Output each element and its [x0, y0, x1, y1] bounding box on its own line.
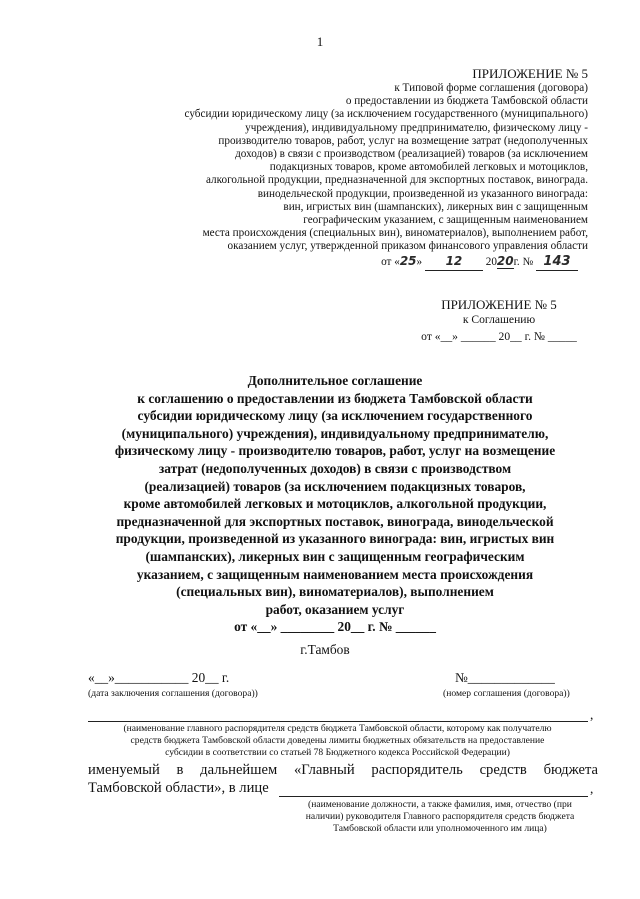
appendix-typical-line: учреждения), индивидуальному предпринимателю, физическому лицу - — [245, 121, 588, 134]
distributor-name-line — [88, 720, 588, 722]
representative-caption-line: Тамбовской области или уполномоченного им лица) — [333, 823, 547, 834]
title-date-line: от «__» ________ 20__ г. № ______ — [234, 619, 436, 635]
appendix-typical-line: производителю товаров, работ, услуг на возмещение затрат (недополученных — [218, 134, 588, 147]
distributor-caption — [80, 723, 595, 759]
title-line: (специальных вин), виноматериалов), выполнением — [176, 584, 494, 600]
appendix-agreement-title: ПРИЛОЖЕНИЕ № 5 — [441, 297, 557, 312]
title-line: физическому лицу - производителю товаров, работ, услуг на возмещение — [114, 443, 556, 459]
appendix-typical-line: к Типовой форме соглашения (договора) — [394, 82, 588, 94]
distributor-caption-line: средств бюджета Тамбовской области доведены лимиты бюджетных обязательств на предоставление — [130, 735, 545, 746]
document-title — [60, 372, 610, 636]
handwritten-day: 25 — [399, 253, 417, 268]
title-line: указанием, с защищенным наименованием места происхождения — [136, 566, 534, 582]
representative-line — [279, 795, 588, 797]
handwritten-number-field: 143 — [536, 254, 578, 271]
appendix-typical-date: от «25» 12 2020г. № 143 — [130, 254, 578, 271]
title-line: (муниципального) учреждения), индивидуальному предпринимателю, — [121, 425, 549, 441]
agreement-number-caption: (номер соглашения (договора)) — [443, 688, 570, 699]
title-line: затрат (недополученных доходов) в связи с производством — [158, 460, 512, 476]
appendix-typical-form — [130, 66, 588, 271]
appendix-typical-line: подакцизных товаров, кроме автомобилей легковых и мотоциклов, — [269, 161, 588, 174]
title-line: Дополнительное соглашение — [247, 373, 423, 388]
city: г.Тамбов — [300, 642, 350, 657]
title-line: работ, оказанием услуг — [265, 601, 405, 617]
handwritten-year: 20 — [496, 253, 514, 268]
appendix-agreement — [384, 297, 614, 344]
appendix-typical-text — [130, 82, 588, 254]
title-lines — [60, 372, 610, 618]
appendix-agreement-date: от «__» ______ 20__ г. № _____ — [421, 330, 577, 343]
appendix-typical-line: субсидии юридическому лицу (за исключением государственного (муниципального) — [184, 108, 588, 121]
title-line: (шампанских), ликерных вин с защищенным географическим — [145, 548, 525, 564]
appendix-typical-line: вин, игристых вин (шампанских), ликерных вин с защищенным — [283, 200, 588, 213]
appendix-typical-line: оказанием услуг, утвержденной приказом финансового управления области — [227, 240, 588, 253]
agreement-date-field: «__»___________ 20__ г. — [88, 670, 230, 685]
appendix-typical-line: места происхождения (специальных вин), виноматериалов), выполнением работ, — [202, 227, 588, 240]
representative-caption-line: (наименование должности, а также фамилия, имя, отчество (при — [308, 799, 572, 810]
appendix-typical-title: ПРИЛОЖЕНИЕ № 5 — [472, 66, 588, 81]
representative-caption — [280, 799, 600, 835]
page-number: 1 — [316, 34, 324, 49]
title-line: продукции, произведенной из указанного винограда: вин, игристых вин — [115, 531, 555, 547]
appendix-typical-line: доходов) в связи с производством (реализацией) товаров (за исключением — [235, 148, 588, 161]
handwritten-month-field: 12 — [425, 254, 483, 271]
title-line: субсидии юридическому лицу (за исключением государственного — [137, 408, 533, 424]
title-line: предназначенной для экспортных поставок, винограда, винодельческой — [116, 513, 554, 529]
appendix-typical-line: винодельческой продукции, произведенной из указанного винограда: — [257, 187, 588, 200]
agreement-number-field: №_____________ — [455, 670, 555, 685]
appendix-typical-line: о предоставлении из бюджета Тамбовской области — [345, 95, 588, 108]
appendix-typical-line: алкогольной продукции, предназначенной для экспортных поставок, винограда. — [205, 174, 588, 187]
distributor-caption-line: (наименование главного распорядителя средств бюджета Тамбовской области, которому как получателю — [123, 723, 552, 734]
distributor-line-comma: , — [590, 707, 594, 722]
title-line: (реализацией) товаров (за исключением подакцизных товаров, — [144, 478, 526, 494]
distributor-caption-line: субсидии в соответствии со статьей 78 Бюджетного кодекса Российской Федерации) — [165, 747, 510, 758]
representative-line-comma: , — [590, 781, 594, 796]
named-as-line-2: Тамбовской области», в лице — [88, 780, 269, 796]
appendix-agreement-subtitle: к Соглашению — [462, 313, 536, 326]
appendix-typical-line: географическим указанием, с защищенным наименованием — [303, 214, 588, 227]
title-line: к соглашению о предоставлении из бюджета Тамбовской области — [137, 390, 533, 406]
agreement-date-caption: (дата заключения соглашения (договора)) — [88, 688, 258, 699]
named-as-line-1: именуемый в дальнейшем «Главный распорядитель средств бюджета — [88, 762, 598, 778]
title-line: кроме автомобилей легковых и мотоциклов, алкогольной продукции, — [123, 496, 547, 512]
representative-caption-line: наличии) руководителя Главного распорядителя средств бюджета — [305, 811, 575, 822]
